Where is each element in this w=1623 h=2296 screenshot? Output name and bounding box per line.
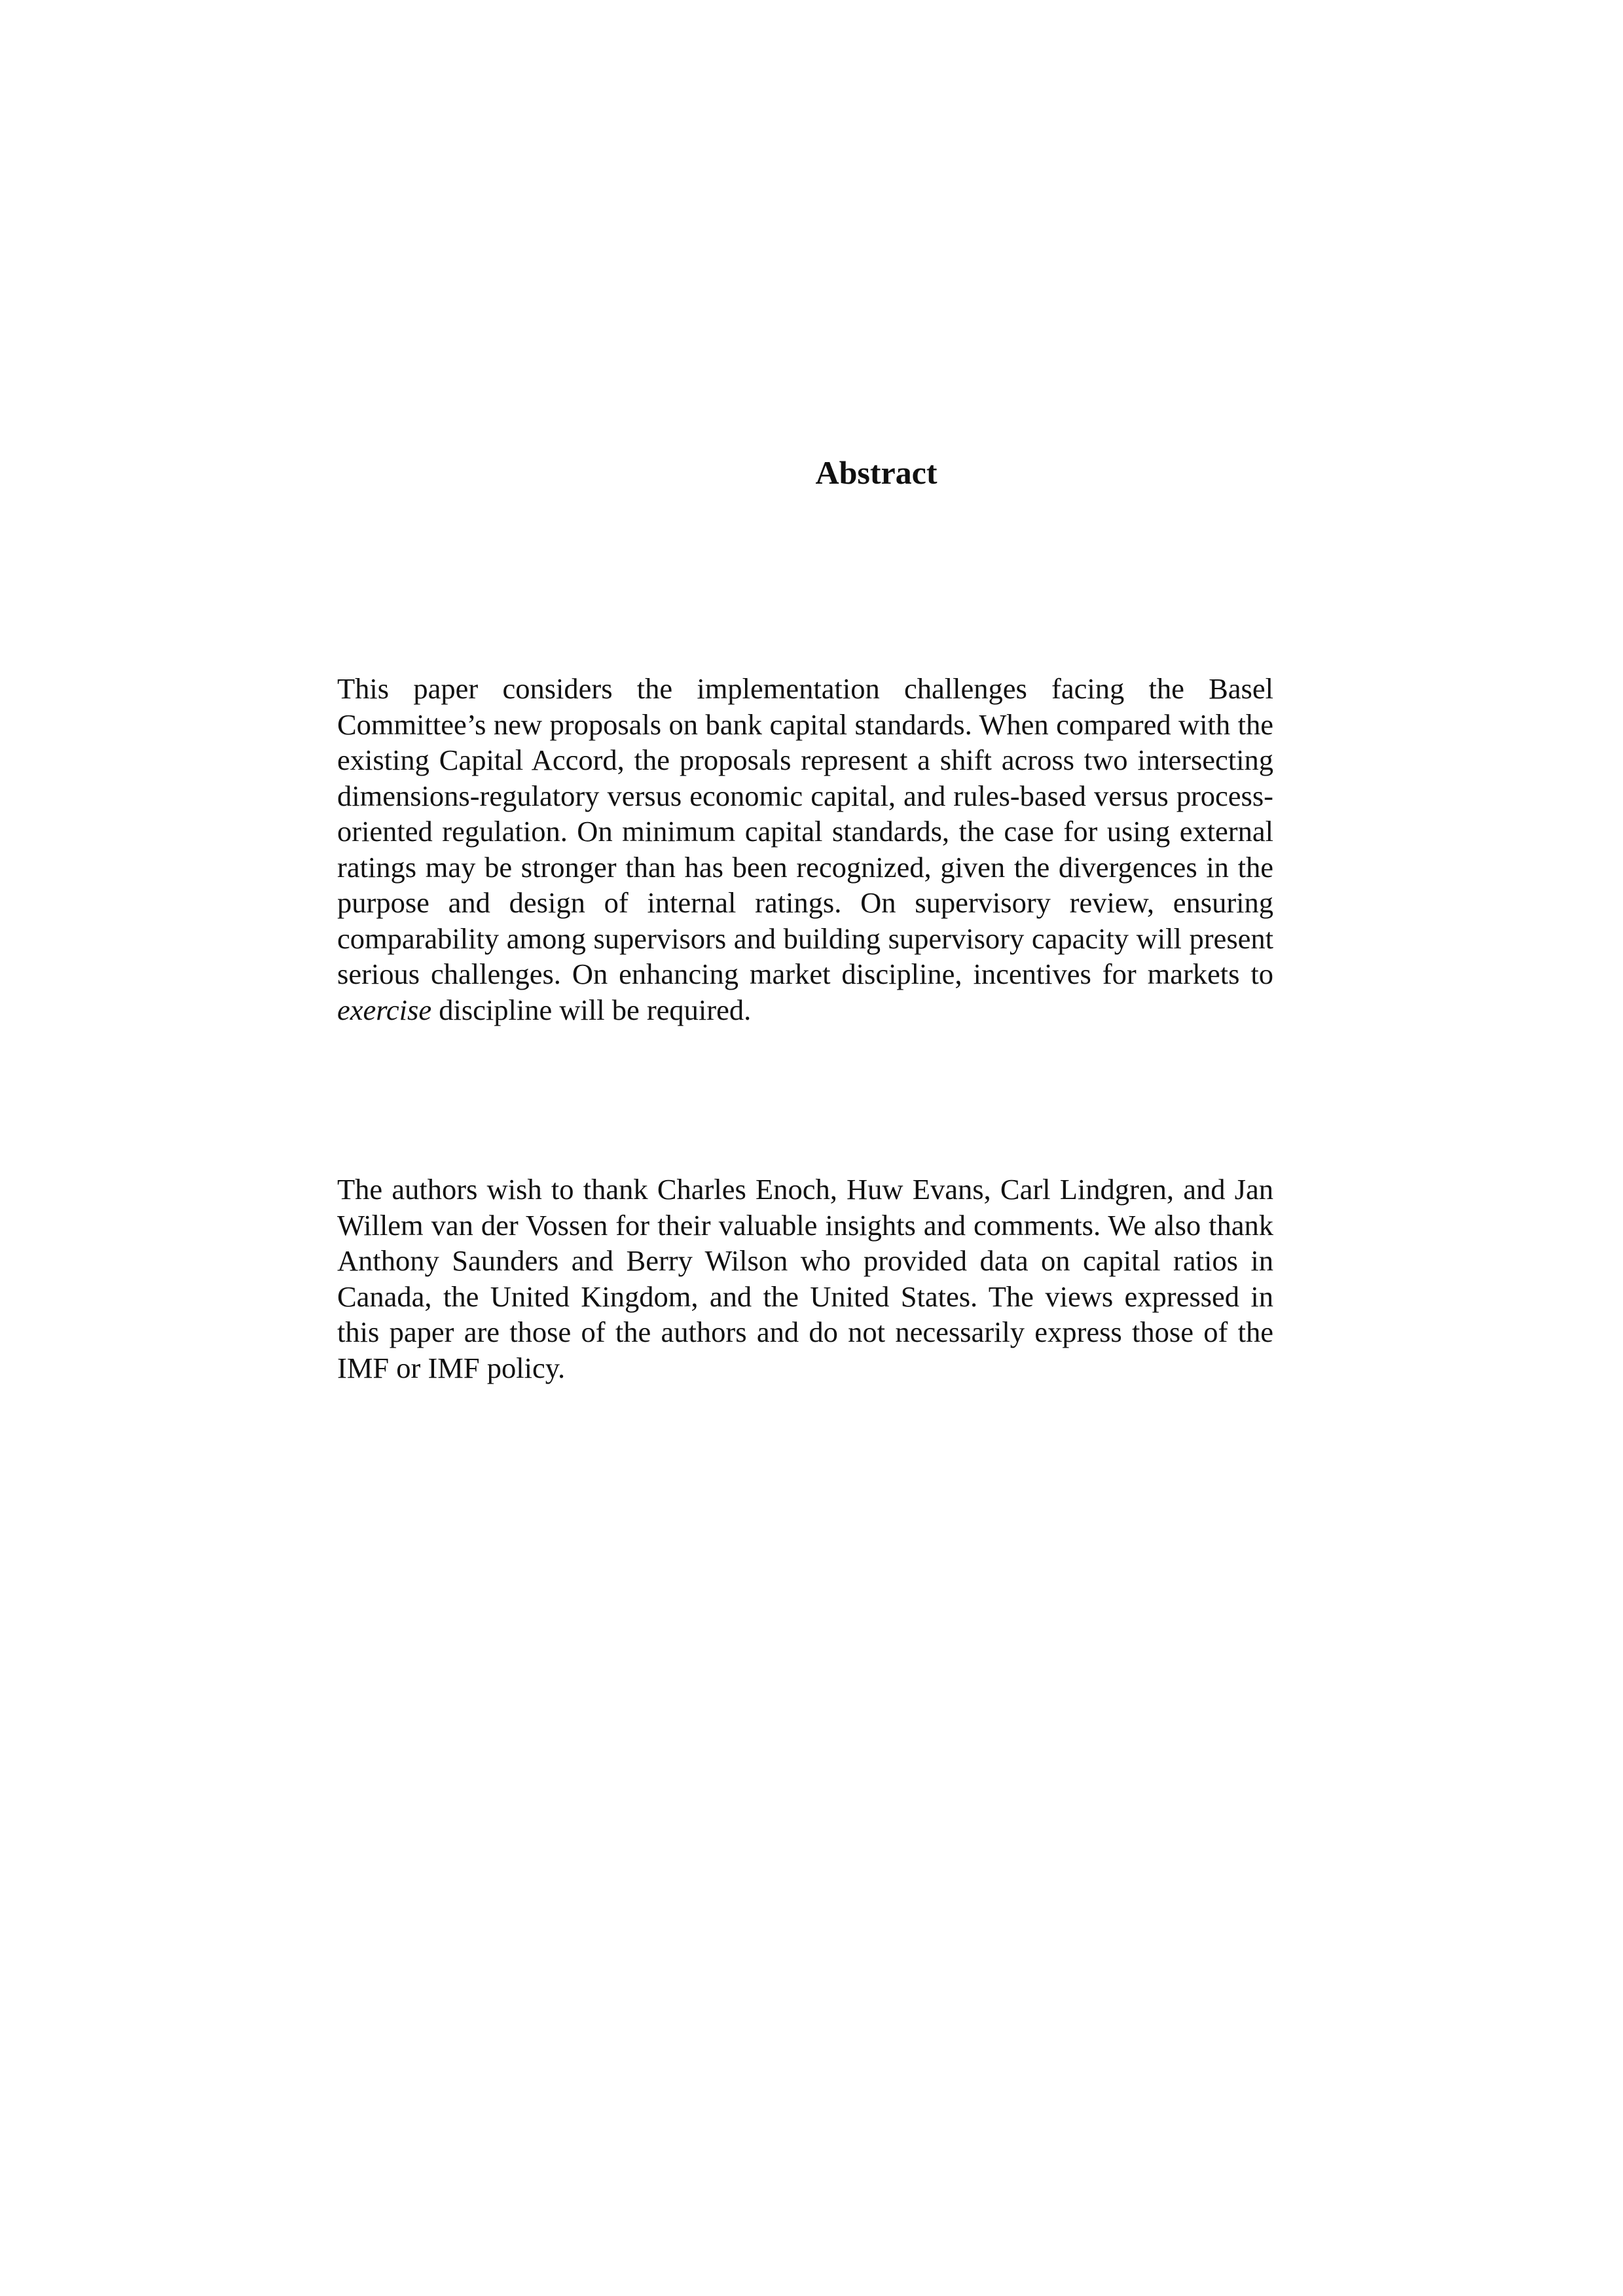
abstract-paragraph <box>337 671 1273 1028</box>
abstract-text-part-1: This paper considers the implementation challenges facing the Basel Committee’s new proposals on bank capital standards. When compared with the existing Capital Accord, the proposals represent a shift across two intersecting dimensions-regulatory versus economic capital, and rules-based versus process-oriented regulation. On minimum capital standards, the case for using external ratings may be stronger than has been recognized, given the divergences in the purpose and design of internal ratings. On supervisory review, ensuring comparability among supervisors and building supervisory capacity will present serious challenges. On enhancing market discipline, incentives for markets to <box>337 672 1273 990</box>
abstract-emphasis: exercise <box>337 993 432 1026</box>
abstract-heading: Abstract <box>815 454 938 491</box>
acknowledgments-paragraph: The authors wish to thank Charles Enoch, Huw Evans, Carl Lindgren, and Jan Willem van der Vossen for their valuable insights and comments. We also thank Anthony Saunders and Berry Wilson who provided data on capital ratios in Canada, the United Kingdom, and the United States. The views expressed in this paper are those of the authors and do not necessarily express those of the IMF or IMF policy. <box>337 1173 1273 1384</box>
abstract-text-part-2: discipline will be required. <box>431 993 752 1026</box>
